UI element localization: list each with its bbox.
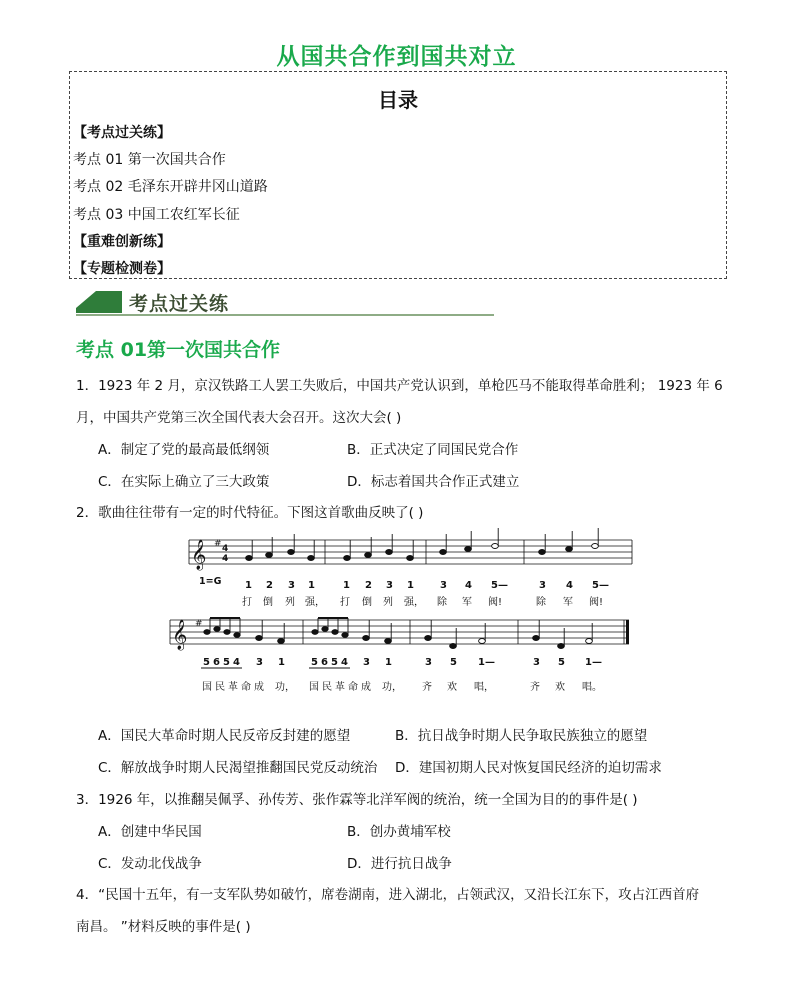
section-banner — [76, 288, 494, 318]
q3-option-a[interactable]: A．创建中华民国 — [98, 824, 202, 840]
svg-text:功，: 功， — [275, 682, 295, 693]
svg-text:1: 1 — [278, 657, 285, 668]
svg-text:6: 6 — [213, 657, 220, 668]
svg-text:革: 革 — [228, 682, 238, 693]
svg-text:阀!: 阀! — [589, 597, 604, 608]
q2-option-a[interactable]: A．国民大革命时期人民反帝反封建的愿望 — [98, 728, 351, 744]
toc-item[interactable]: 【专题检测卷】 — [73, 261, 171, 277]
svg-text:1—: 1— — [478, 657, 495, 668]
lyrics-row-1 — [242, 595, 603, 608]
section-title: 考点 01第一次国共合作 — [76, 339, 281, 361]
svg-text:1: 1 — [407, 580, 414, 591]
svg-text:唱，: 唱， — [474, 682, 494, 693]
svg-text:1—: 1— — [585, 657, 602, 668]
svg-text:齐: 齐 — [530, 682, 540, 693]
svg-text:除: 除 — [437, 597, 447, 608]
q1-option-a[interactable]: A．制定了党的最高最低纲领 — [98, 442, 270, 458]
svg-text:列: 列 — [383, 597, 393, 608]
question-2-text: 2．歌曲往往带有一定的时代特征。下图这首歌曲反映了( ) — [76, 505, 424, 521]
svg-text:5: 5 — [450, 657, 457, 668]
svg-text:1: 1 — [245, 580, 252, 591]
question-1-text: 1．1923 年 2 月，京汉铁路工人罢工失败后，中国共产党认识到，单枪匹马不能取得革命胜利； 1923 年 6 — [76, 378, 723, 394]
q3-option-c[interactable]: C．发动北伐战争 — [98, 856, 202, 872]
svg-text:4: 4 — [233, 657, 240, 668]
svg-text:功，: 功， — [382, 682, 402, 693]
toc-item[interactable]: 【考点过关练】 — [73, 125, 171, 141]
lyrics-row-2 — [202, 680, 602, 693]
svg-text:革: 革 — [335, 682, 345, 693]
table-of-contents — [69, 71, 727, 279]
toc-item[interactable]: 考点 03 中国工农红军长征 — [73, 207, 240, 223]
svg-text:1: 1 — [385, 657, 392, 668]
svg-text:军: 军 — [563, 597, 573, 608]
svg-text:3: 3 — [288, 580, 295, 591]
svg-text:3: 3 — [533, 657, 540, 668]
svg-text:命: 命 — [241, 682, 251, 693]
svg-text:4: 4 — [465, 580, 472, 591]
svg-text:#: # — [195, 619, 203, 629]
svg-text:强，: 强， — [305, 597, 325, 608]
q1-option-d[interactable]: D．标志着国共合作正式建立 — [347, 474, 520, 490]
svg-text:3: 3 — [386, 580, 393, 591]
svg-text:5: 5 — [311, 657, 318, 668]
q3-option-b[interactable]: B．创办黄埔军校 — [347, 824, 451, 840]
q3-option-d[interactable]: D．进行抗日战争 — [347, 856, 452, 872]
svg-text:2: 2 — [266, 580, 273, 591]
svg-text:𝄞: 𝄞 — [191, 540, 207, 570]
song-score — [172, 528, 635, 703]
numbered-notation-row-1 — [245, 580, 609, 591]
svg-text:5—: 5— — [491, 580, 508, 591]
svg-text:成: 成 — [254, 682, 264, 693]
svg-text:除: 除 — [536, 597, 546, 608]
q1-option-c[interactable]: C．在实际上确立了三大政策 — [98, 474, 270, 490]
svg-text:5: 5 — [558, 657, 565, 668]
svg-text:4: 4 — [341, 657, 348, 668]
banner-label: 考点过关练 — [129, 293, 230, 315]
svg-text:打: 打 — [242, 597, 252, 608]
svg-text:#: # — [214, 539, 222, 549]
numbered-notation-row-2 — [203, 657, 602, 668]
svg-text:阀!: 阀! — [488, 597, 503, 608]
svg-text:3: 3 — [256, 657, 263, 668]
svg-text:3: 3 — [539, 580, 546, 591]
time-sig-bottom: 4 — [222, 554, 229, 564]
svg-text:命: 命 — [348, 682, 358, 693]
svg-text:欢: 欢 — [555, 682, 565, 693]
svg-text:列: 列 — [285, 597, 295, 608]
svg-text:5: 5 — [331, 657, 338, 668]
question-1-text: 月，中国共产党第三次全国代表大会召开。这次大会( ) — [76, 410, 402, 426]
svg-text:唱。: 唱。 — [582, 682, 602, 693]
svg-text:5: 5 — [203, 657, 210, 668]
svg-text:2: 2 — [365, 580, 372, 591]
question-3-text: 3．1926 年，以推翻吴佩孚、孙传芳、张作霖等北洋军阀的统治，统一全国为目的的事件是( ) — [76, 792, 638, 808]
q1-option-b[interactable]: B．正式决定了同国民党合作 — [347, 442, 519, 458]
svg-text:倒: 倒 — [263, 597, 273, 608]
svg-text:1: 1 — [343, 580, 350, 591]
svg-text:倒: 倒 — [362, 597, 372, 608]
svg-text:3: 3 — [440, 580, 447, 591]
key-signature: 1=G — [199, 576, 222, 587]
toc-item[interactable]: 考点 01 第一次国共合作 — [73, 152, 226, 168]
q2-option-c[interactable]: C．解放战争时期人民渴望推翻国民党反动统治 — [98, 760, 378, 776]
q2-option-b[interactable]: B．抗日战争时期人民争取民族独立的愿望 — [395, 728, 648, 744]
document-title: 从国共合作到国共对立 — [276, 44, 517, 70]
svg-text:打: 打 — [340, 597, 350, 608]
svg-text:3: 3 — [425, 657, 432, 668]
svg-text:5—: 5— — [592, 580, 609, 591]
svg-text:𝄞: 𝄞 — [172, 620, 188, 650]
svg-text:国: 国 — [202, 682, 212, 693]
toc-item[interactable]: 考点 02 毛泽东开辟井冈山道路 — [73, 179, 268, 195]
svg-text:强，: 强， — [404, 597, 424, 608]
svg-text:民: 民 — [215, 682, 225, 693]
q2-option-d[interactable]: D．建国初期人民对恢复国民经济的迫切需求 — [395, 760, 662, 776]
svg-text:4: 4 — [566, 580, 573, 591]
svg-text:军: 军 — [462, 597, 472, 608]
toc-item[interactable]: 【重难创新练】 — [73, 234, 171, 250]
svg-text:成: 成 — [361, 682, 371, 693]
svg-text:1: 1 — [308, 580, 315, 591]
svg-text:5: 5 — [223, 657, 230, 668]
toc-heading: 目录 — [378, 88, 418, 112]
svg-text:民: 民 — [322, 682, 332, 693]
svg-text:齐: 齐 — [422, 682, 432, 693]
svg-text:3: 3 — [363, 657, 370, 668]
svg-text:国: 国 — [309, 682, 319, 693]
svg-text:6: 6 — [321, 657, 328, 668]
time-sig-top: 4 — [222, 544, 229, 554]
question-4-text: 4．“民国十五年，有一支军队势如破竹，席卷湖南，进入湖北，占领武汉，又沿长江东下，攻占江西首府 — [76, 887, 700, 903]
svg-text:欢: 欢 — [447, 682, 457, 693]
question-4-text: 南昌。 ”材料反映的事件是( ) — [76, 919, 251, 935]
